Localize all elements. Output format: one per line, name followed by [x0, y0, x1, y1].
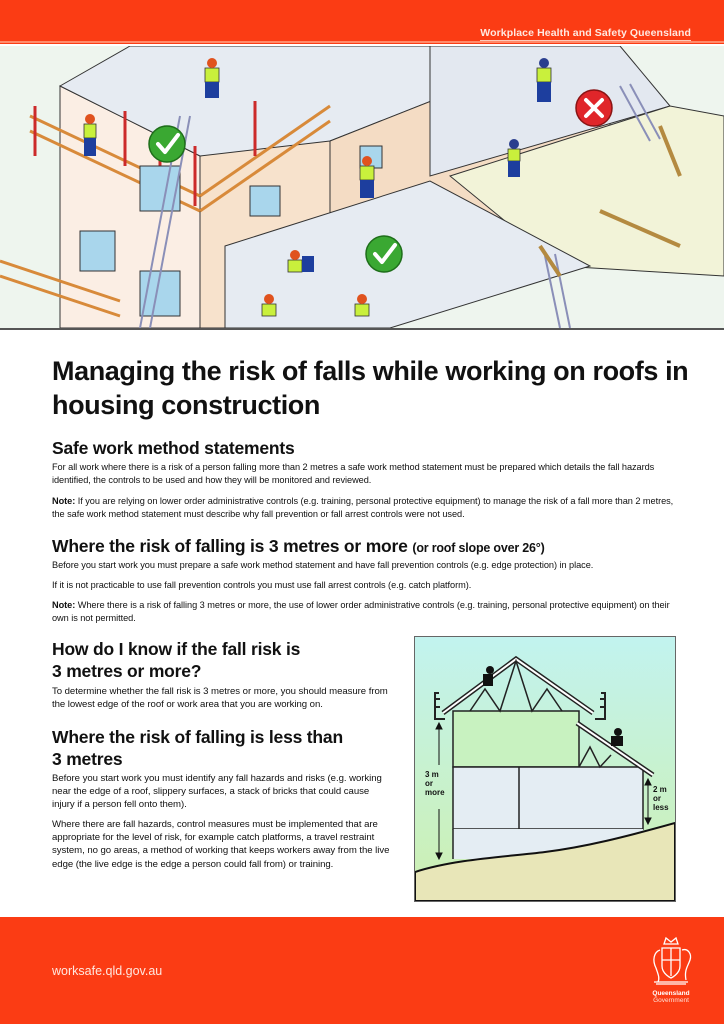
heading-three-or-more [52, 535, 545, 559]
heading-line-1: Where the risk of falling is less than [52, 727, 343, 747]
coat-of-arms-icon [648, 936, 694, 988]
swms-body: For all work where there is a risk of a person falling more than 2 metres a safe work method statement must be prepared which details the fall hazards identified, the controls to be used and how they will be monitored and reviewed. [52, 462, 655, 485]
heading-text: Where the risk of falling is 3 metres or more [52, 536, 408, 556]
less-than-three-body-1: Before you start work you must identify any fall hazards and risks (e.g. working near the edge of a roof, slippery surfaces, a stack of bricks that could cause injury if a person fell onto them). [52, 773, 382, 811]
label-left-line-2: or [425, 779, 433, 788]
label-left-line-3: more [425, 788, 445, 797]
organisation-name: Workplace Health and Safety Queensland [480, 27, 691, 39]
label-right-line-2: or [653, 794, 661, 803]
heading-less-than-three [52, 726, 343, 770]
heading-line-1: How do I know if the fall risk is [52, 639, 301, 659]
heading-line-2: 3 metres [52, 749, 123, 769]
upper-storey [453, 711, 579, 767]
house-section-diagram [415, 637, 675, 901]
how-know-body: To determine whether the fall risk is 3 metres or more, you should measure from the lowest edge of the roof or work area that you are working on. [52, 686, 388, 711]
construction-scene [0, 46, 724, 328]
note-text: Where there is a risk of falling 3 metres or more, the use of lower order administrative controls (e.g. training, personal protective equipment) on their own is not permitted. [52, 600, 670, 623]
hero-illustration [0, 46, 724, 330]
fall-height-diagram [414, 636, 676, 902]
note-label: Note: [52, 496, 76, 506]
three-or-more-note [52, 599, 677, 624]
page-title: Managing the risk of falls while working on roofs in housing construction [52, 356, 689, 420]
label-left-line-1: 3 m [425, 770, 439, 779]
cross-icon [576, 90, 612, 126]
heading-sub: (or roof slope over 26°) [412, 541, 545, 555]
three-or-more-body-1: Before you start work you must prepare a safe work method statement and have fall prevention controls (e.g. edge protection) in place. [52, 560, 594, 570]
check-icon [366, 236, 402, 272]
three-or-more-body-2: If it is not practicable to use fall prevention controls you must use fall arrest controls (e.g. catch platform). [52, 580, 472, 590]
website-link[interactable]: worksafe.qld.gov.au [52, 964, 163, 978]
lower-storey [453, 767, 643, 829]
top-banner [0, 0, 724, 44]
heading-how-know [52, 638, 300, 682]
less-than-three-body-2: Where there are fall hazards, control measures must be implemented that are appropriate for the level of risk, for example catch platforms, a travel restraint system, no go areas, a method of working that keeps workers away from the live edge (the live edge is the edge a person could fall from) or training. [52, 819, 390, 870]
queensland-government-logo [648, 936, 694, 1004]
note-text: If you are relying on lower order administrative controls (e.g. training, personal protective equipment) to manage the risk of a fall more than 2 metres, the safe work method statement must describe why fall prevention or fall arrest controls were not used. [52, 496, 674, 519]
footer-banner [0, 917, 724, 1024]
check-icon [149, 126, 185, 162]
note-label: Note: [52, 600, 76, 610]
swms-note [52, 495, 677, 520]
logo-line-1: Queensland [652, 990, 690, 997]
label-right-line-1: 2 m [653, 785, 667, 794]
logo-line-2: Government [653, 997, 689, 1004]
heading-line-2: 3 metres or more? [52, 661, 202, 681]
heading-swms: Safe work method statements [52, 438, 295, 458]
banner-rule [0, 41, 724, 43]
label-right-line-3: less [653, 803, 669, 812]
